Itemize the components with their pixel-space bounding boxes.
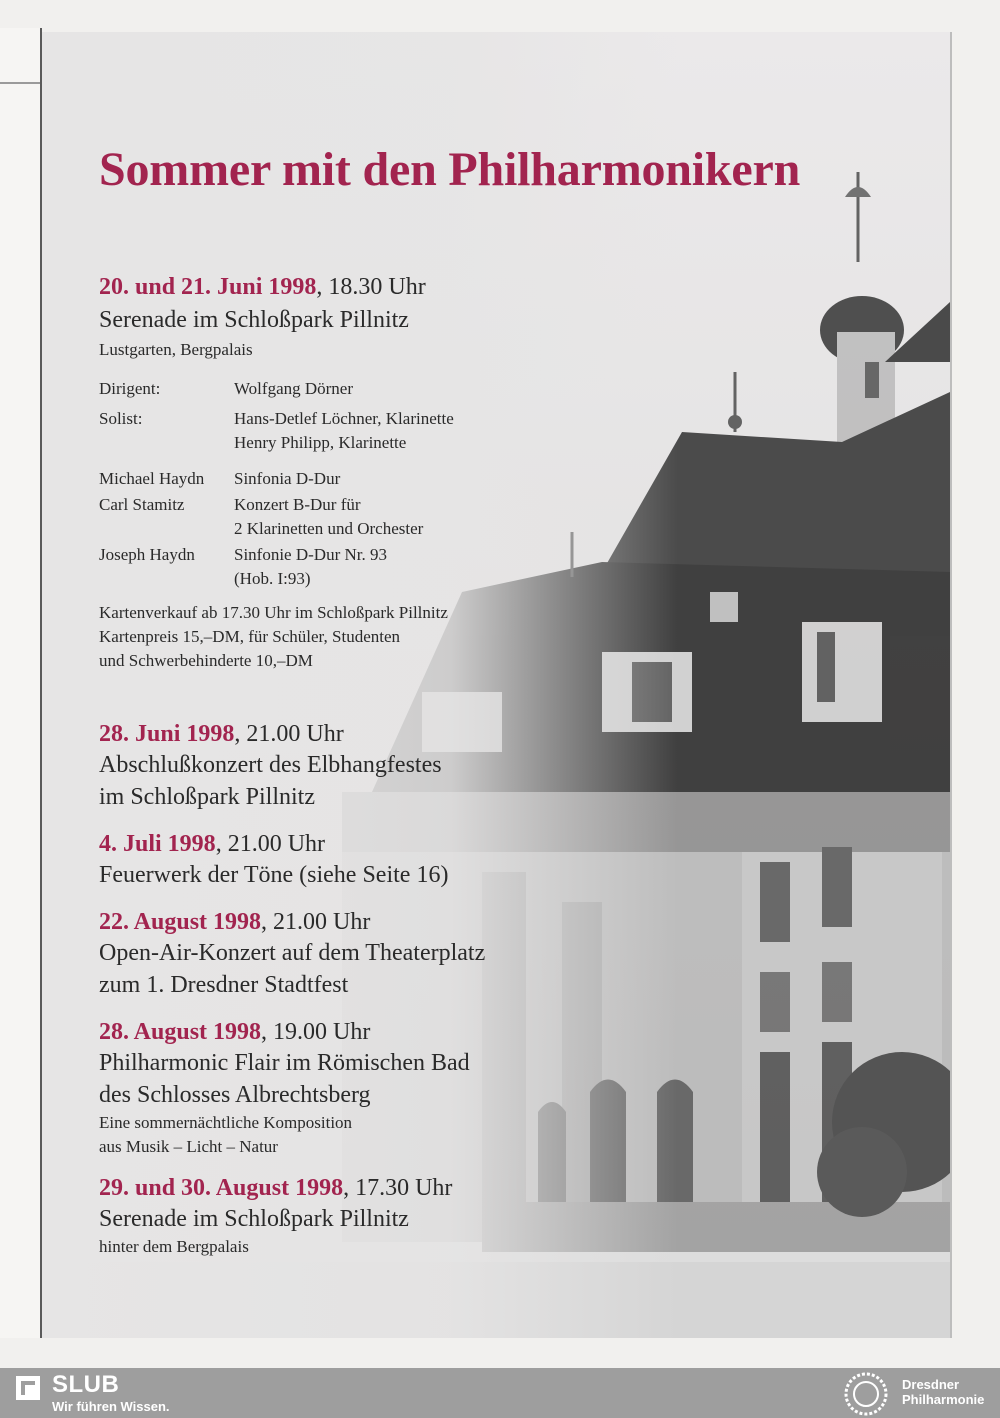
event-1-title: Serenade im Schloßpark Pillnitz bbox=[99, 307, 409, 333]
event-6 bbox=[99, 1173, 599, 1259]
event-1-conductor bbox=[99, 377, 599, 401]
event-2-date-line bbox=[99, 719, 599, 749]
ticket-line: und Schwerbehinderte 10,–DM bbox=[99, 651, 313, 670]
ticket-line: Kartenpreis 15,–DM, für Schüler, Studenten bbox=[99, 627, 401, 646]
event-3-title: Feuerwerk der Töne (siehe Seite 16) bbox=[99, 862, 449, 888]
program-composer: Joseph Haydn bbox=[99, 545, 195, 564]
event-list bbox=[99, 272, 599, 1259]
program-work: 2 Klarinetten und Orchester bbox=[234, 519, 424, 538]
event-5 bbox=[99, 1017, 599, 1159]
program-work: Sinfonie D-Dur Nr. 93 bbox=[234, 545, 387, 564]
event-3-date: 4. Juli 1998 bbox=[99, 831, 216, 857]
ticket-line: Kartenverkauf ab 17.30 Uhr im Schloßpark Pillnitz bbox=[99, 603, 448, 622]
event-6-date: 29. und 30. August 1998 bbox=[99, 1175, 344, 1201]
event-5-date-line bbox=[99, 1017, 599, 1047]
event-2-title: Abschlußkonzert des Elbhangfestes bbox=[99, 752, 442, 778]
partner-name[interactable] bbox=[902, 1377, 984, 1407]
slub-name[interactable]: SLUB bbox=[52, 1371, 120, 1398]
program-composer: Michael Haydn bbox=[99, 469, 205, 488]
event-2-time: , 21.00 Uhr bbox=[234, 721, 344, 747]
soloist-label: Solist: bbox=[99, 409, 143, 428]
program-composer: Carl Stamitz bbox=[99, 495, 185, 514]
event-1 bbox=[99, 272, 599, 673]
program-item bbox=[99, 467, 599, 491]
event-1-soloists bbox=[99, 407, 599, 455]
event-3-time: , 21.00 Uhr bbox=[215, 831, 326, 857]
event-2-title: im Schloßpark Pillnitz bbox=[99, 784, 315, 810]
event-6-time: , 17.30 Uhr bbox=[343, 1175, 453, 1201]
event-4 bbox=[99, 907, 599, 1001]
program-item bbox=[99, 493, 599, 541]
ticket-info bbox=[99, 601, 599, 673]
event-4-date: 22. August 1998 bbox=[99, 909, 262, 935]
program-work: (Hob. I:93) bbox=[234, 569, 311, 588]
event-1-date: 20. und 21. Juni 1998 bbox=[99, 274, 317, 300]
conductor-name: Wolfgang Dörner bbox=[234, 379, 354, 398]
event-1-time: , 18.30 Uhr bbox=[316, 274, 426, 300]
event-2-date: 28. Juni 1998 bbox=[99, 721, 235, 747]
slub-logo-icon[interactable] bbox=[16, 1376, 40, 1400]
event-5-subtitle: aus Musik – Licht – Natur bbox=[99, 1137, 278, 1156]
soloist-name: Hans-Detlef Löchner, Klarinette bbox=[234, 409, 454, 428]
partner-name-line: Philharmonie bbox=[902, 1392, 985, 1407]
slub-tagline: Wir führen Wissen. bbox=[52, 1399, 170, 1414]
event-4-time: , 21.00 Uhr bbox=[261, 909, 371, 935]
event-5-title: des Schlosses Albrechtsberg bbox=[99, 1082, 371, 1108]
event-3 bbox=[99, 829, 599, 891]
event-5-title: Philharmonic Flair im Römischen Bad bbox=[99, 1050, 470, 1076]
soloist-name: Henry Philipp, Klarinette bbox=[234, 433, 407, 452]
event-5-date: 28. August 1998 bbox=[99, 1019, 262, 1045]
event-4-title: Open-Air-Konzert auf dem Theaterplatz bbox=[99, 940, 486, 966]
partner-name-line: Dresdner bbox=[902, 1377, 960, 1392]
brochure-page bbox=[42, 32, 952, 1338]
event-4-title: zum 1. Dresdner Stadtfest bbox=[99, 972, 349, 998]
event-5-subtitle: Eine sommernächtliche Komposition bbox=[99, 1113, 353, 1132]
event-2 bbox=[99, 719, 599, 813]
program-item bbox=[99, 543, 599, 591]
event-6-subtitle: hinter dem Bergpalais bbox=[99, 1237, 249, 1256]
page-title: Sommer mit den Philharmonikern bbox=[99, 143, 801, 196]
footer-bar bbox=[0, 1368, 1000, 1418]
event-6-title: Serenade im Schloßpark Pillnitz bbox=[99, 1206, 409, 1232]
event-1-venue: Lustgarten, Bergpalais bbox=[99, 340, 253, 359]
event-5-time: , 19.00 Uhr bbox=[261, 1019, 371, 1045]
event-1-date-line bbox=[99, 272, 599, 302]
conductor-label: Dirigent: bbox=[99, 379, 161, 398]
program-work: Sinfonia D-Dur bbox=[234, 469, 341, 488]
event-4-date-line bbox=[99, 907, 599, 937]
dresdner-philharmonie-logo-icon[interactable] bbox=[840, 1371, 892, 1417]
event-6-date-line bbox=[99, 1173, 599, 1203]
program-work: Konzert B-Dur für bbox=[234, 495, 361, 514]
left-page-edge bbox=[0, 28, 42, 1338]
event-3-date-line bbox=[99, 829, 599, 859]
